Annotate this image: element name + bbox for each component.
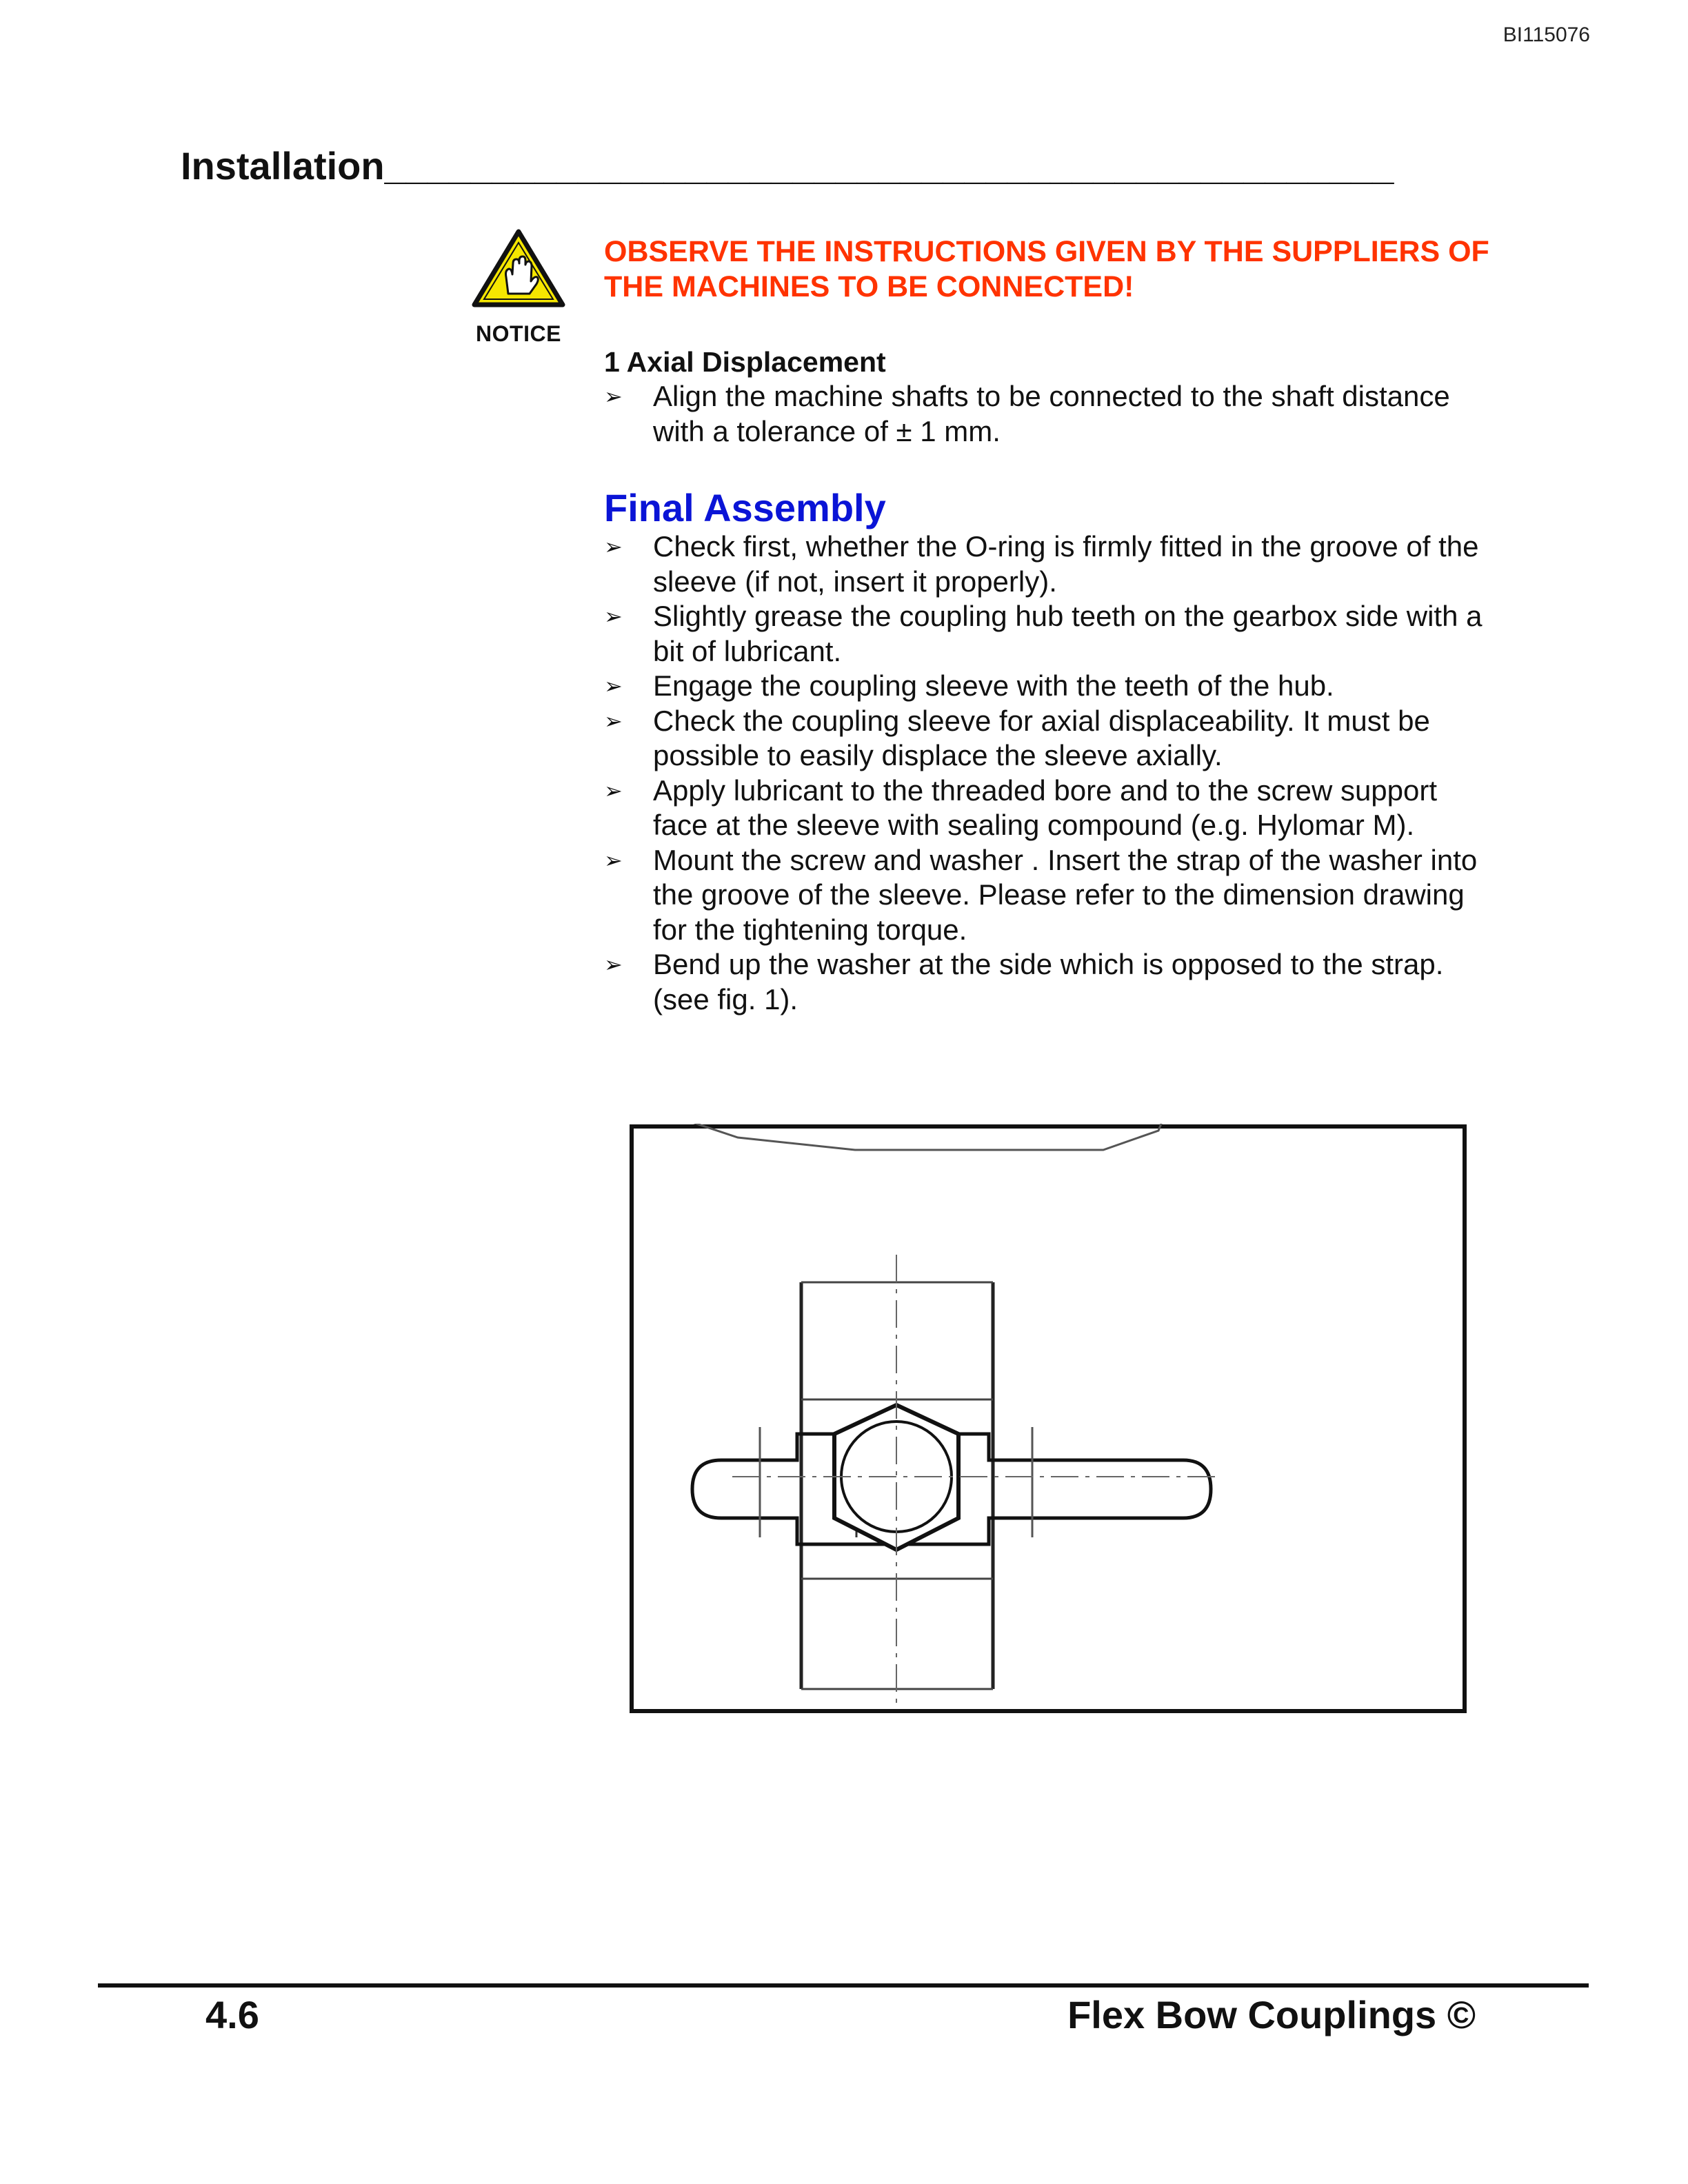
instructions-content <box>604 234 1494 1017</box>
arrow-bullet-icon: ➢ <box>604 847 623 873</box>
arrow-bullet-icon: ➢ <box>604 604 623 629</box>
page-number: 4.6 <box>205 1993 259 2036</box>
footer-rule <box>98 1983 1589 1988</box>
list-item: ➢ Check first, whether the O-ring is firmly fitted in the groove of the sleeve (if not, insert it properly). <box>604 530 1479 598</box>
list-item: ➢ Bend up the washer at the side which is opposed to the strap. (see fig. 1). <box>604 948 1444 1015</box>
product-name: Flex Bow Couplings © <box>1067 1993 1476 2036</box>
notice-label: NOTICE <box>476 321 561 346</box>
arrow-bullet-icon: ➢ <box>604 384 623 409</box>
washer-assembly-drawing <box>629 1124 1467 1714</box>
supplier-warning: OBSERVE THE INSTRUCTIONS GIVEN BY THE SUPPLIERS OF THE MACHINES TO BE CONNECTED! <box>604 235 1489 303</box>
arrow-bullet-icon: ➢ <box>604 778 623 803</box>
list-item: ➢ Engage the coupling sleeve with the teeth of the hub. <box>604 669 1494 704</box>
axial-steps-list <box>604 379 1494 449</box>
document-id: BI115076 <box>1503 23 1590 46</box>
list-item: ➢ Mount the screw and washer . Insert the strap of the washer into the groove of the sleeve. Please refer to the dimension drawing for the tightening torque. <box>604 843 1478 946</box>
final-assembly-steps-list <box>604 529 1494 1017</box>
axial-displacement-heading: 1 Axial Displacement <box>604 346 886 378</box>
arrow-bullet-icon: ➢ <box>604 534 623 559</box>
section-heading: Installation_______________________________________________ <box>181 144 1394 188</box>
notice-block <box>463 228 574 347</box>
hand-warning-icon <box>470 228 567 309</box>
list-item: ➢ Slightly grease the coupling hub teeth on the gearbox side with a bit of lubricant. <box>604 600 1483 667</box>
final-assembly-heading: Final Assembly <box>604 486 886 529</box>
list-item: ➢ Check the coupling sleeve for axial displaceability. It must be possible to easily displace the sleeve axially. <box>604 704 1430 771</box>
arrow-bullet-icon: ➢ <box>604 708 623 734</box>
list-item: ➢ Apply lubricant to the threaded bore and to the screw support face at the sleeve with sealing compound (e.g. Hylomar M). <box>604 774 1438 841</box>
arrow-bullet-icon: ➢ <box>604 674 623 698</box>
list-item: ➢ Align the machine shafts to be connected to the shaft distance with a tolerance of ± 1 mm. <box>604 380 1450 447</box>
arrow-bullet-icon: ➢ <box>604 952 623 977</box>
